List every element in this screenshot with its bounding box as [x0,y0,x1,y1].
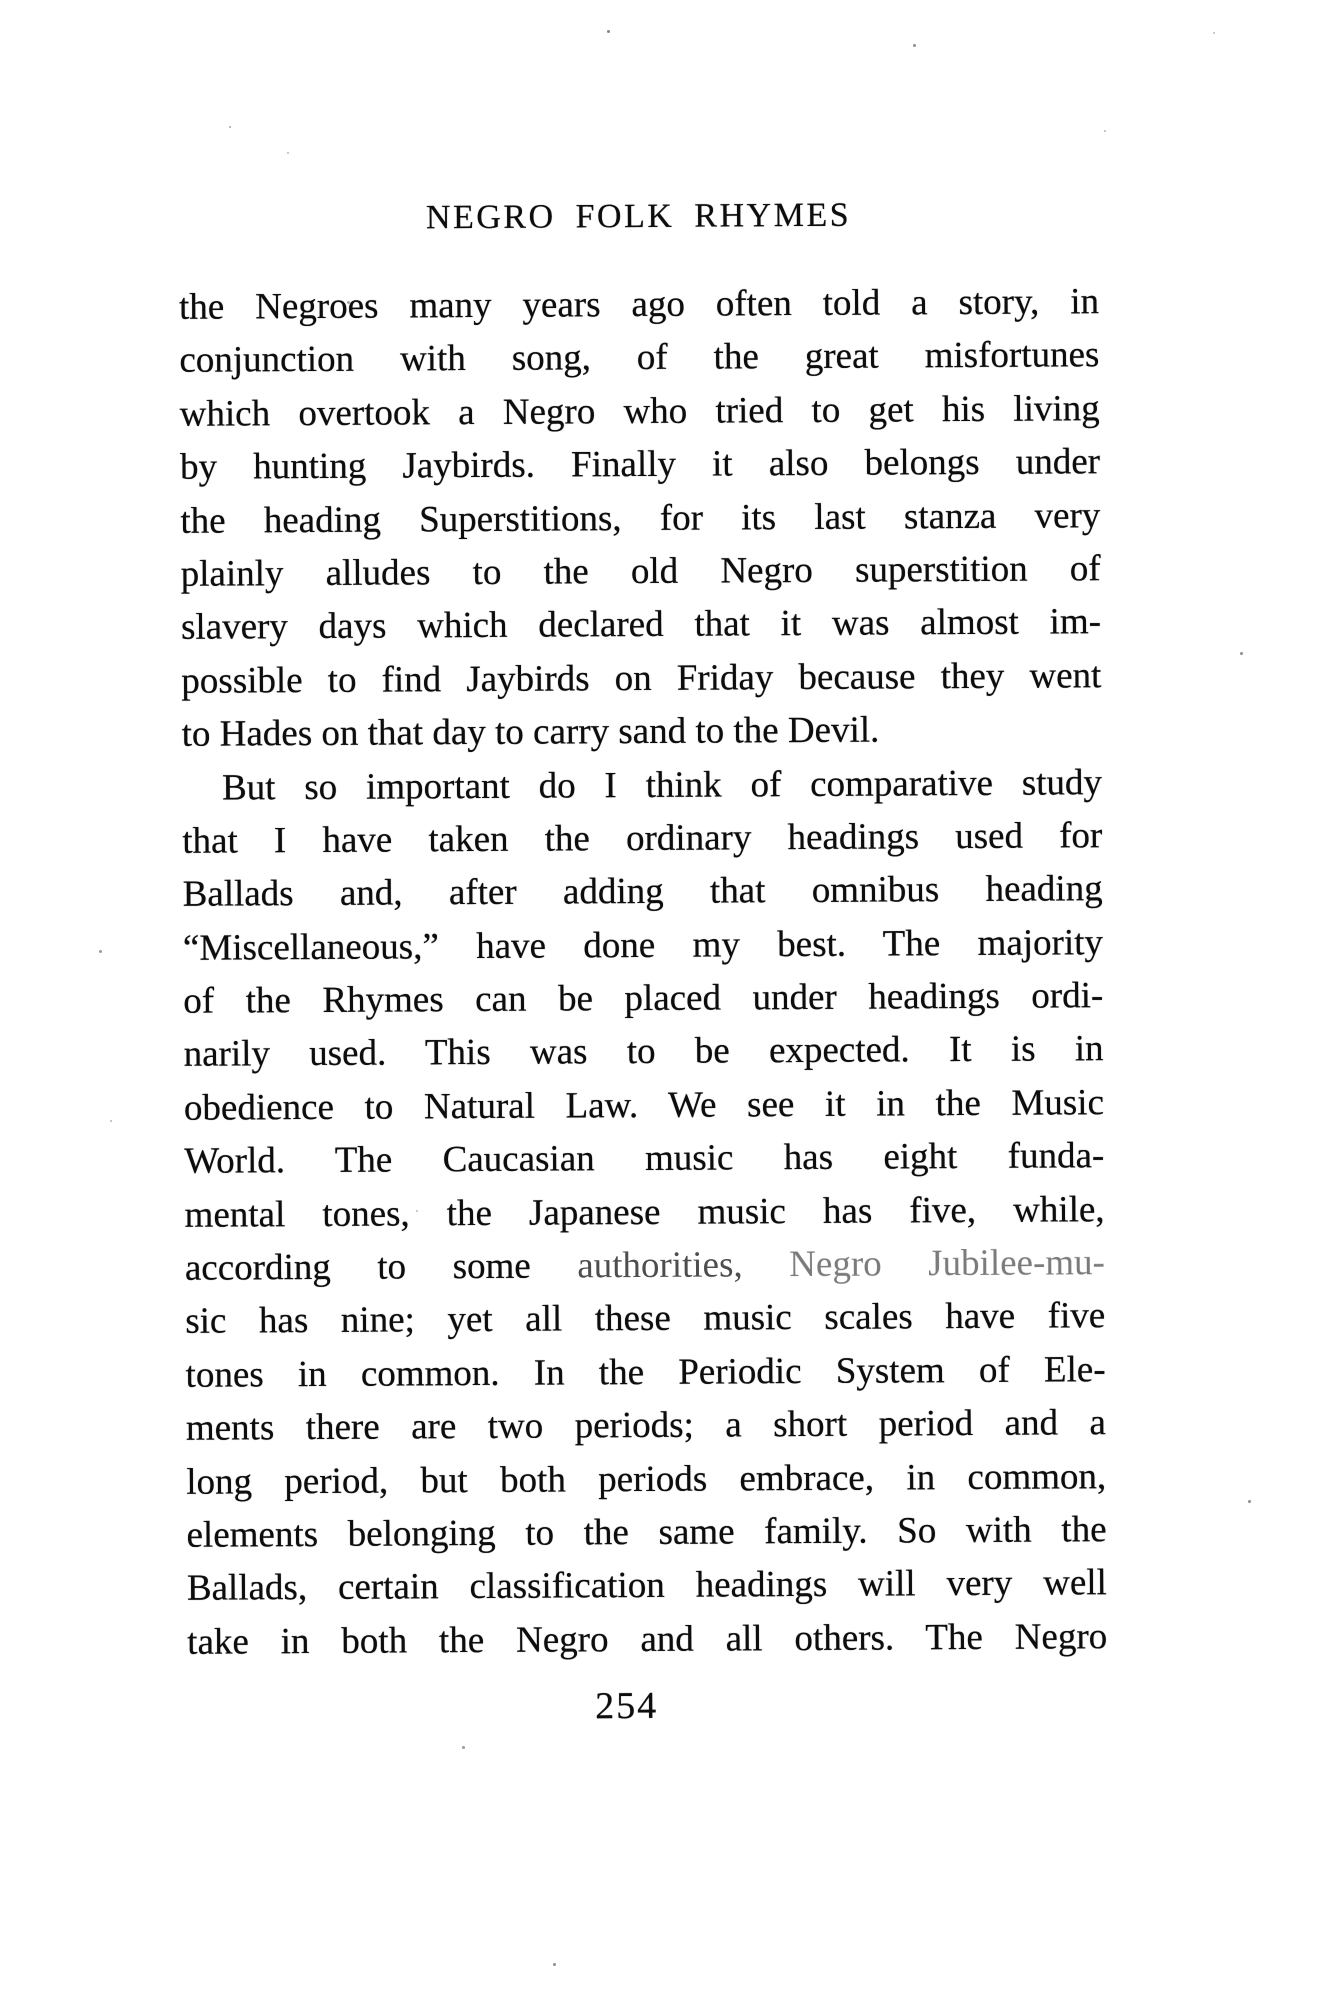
text-line: elements belonging to the same family. So with the [186,1509,1107,1556]
text-segment: authorities, [577,1244,790,1287]
body-text [179,275,1107,1669]
scan-speck [553,1963,556,1966]
text-line: narily used. This was to be expected. It is in [183,1028,1104,1076]
scan-speck [110,1120,112,1122]
scan-speck [1248,1500,1251,1503]
text-segment: according to some [184,1245,578,1289]
text-line: World. The Caucasian music has eight funda- [184,1135,1105,1183]
text-line: mental tones, the Japanese music has five, while, [184,1188,1105,1236]
text-line: But so important do I think of comparative study [221,761,1103,809]
text-segment: Negro Jubilee-mu- [789,1242,1106,1286]
scan-speck [229,126,231,128]
scan-speck [913,44,916,47]
text-line: conjunction with song, of the great misfortunes [179,334,1100,382]
text-line: Ballads, certain classification headings will very well [186,1562,1108,1610]
text-line: ments there are two periods; a short period and a [185,1402,1107,1449]
text-line: by hunting Jaybirds. Finally it also belongs under [179,441,1101,488]
scan-speck [99,950,102,953]
text-line: “Miscellaneous,” have done my best. The majority [182,921,1104,969]
text-line: the Negroes many years ago often told a story, in [178,281,1100,328]
text-line: sic has nine; yet all these music scales have five [185,1295,1106,1343]
text-line: which overtook a Negro who tried to get his living [179,387,1100,435]
text-line: obedience to Natural Law. We see it in the Music [183,1082,1105,1129]
scan-speck [347,301,350,304]
text-line: Ballads and, after adding that omnibus heading [182,868,1103,916]
running-head-title: NEGRO FOLK RHYMES [425,196,852,237]
page-number: 254 [594,1684,659,1728]
scan-speck [462,1746,465,1749]
text-line: of the Rhymes can be placed under headings ordi- [183,975,1104,1022]
text-line: plainly alludes to the old Negro superstition of [180,548,1101,595]
text-line: to Hades on that day to carry sand to the Devil. [181,709,880,755]
text-line: long period, but both periods embrace, in common, [186,1455,1107,1503]
text-line: take in both the Negro and all others. The Negro [187,1615,1108,1663]
scan-speck [416,1210,418,1212]
text-line: slavery days which declared that it was almost im- [180,601,1102,649]
text-line: tones in common. In the Periodic System of Ele- [185,1348,1106,1396]
scan-speck [1104,130,1106,132]
scan-speck [1240,652,1243,655]
scan-speck [1213,32,1215,34]
scan-speck [287,152,289,154]
scan-speck [607,30,610,33]
text-line: that I have taken the ordinary headings used for [182,815,1103,862]
text-line: the heading Superstitions, for its last stanza very [180,494,1101,542]
text-line [185,1236,1105,1295]
text-line: possible to find Jaybirds on Friday because they went [181,654,1102,702]
